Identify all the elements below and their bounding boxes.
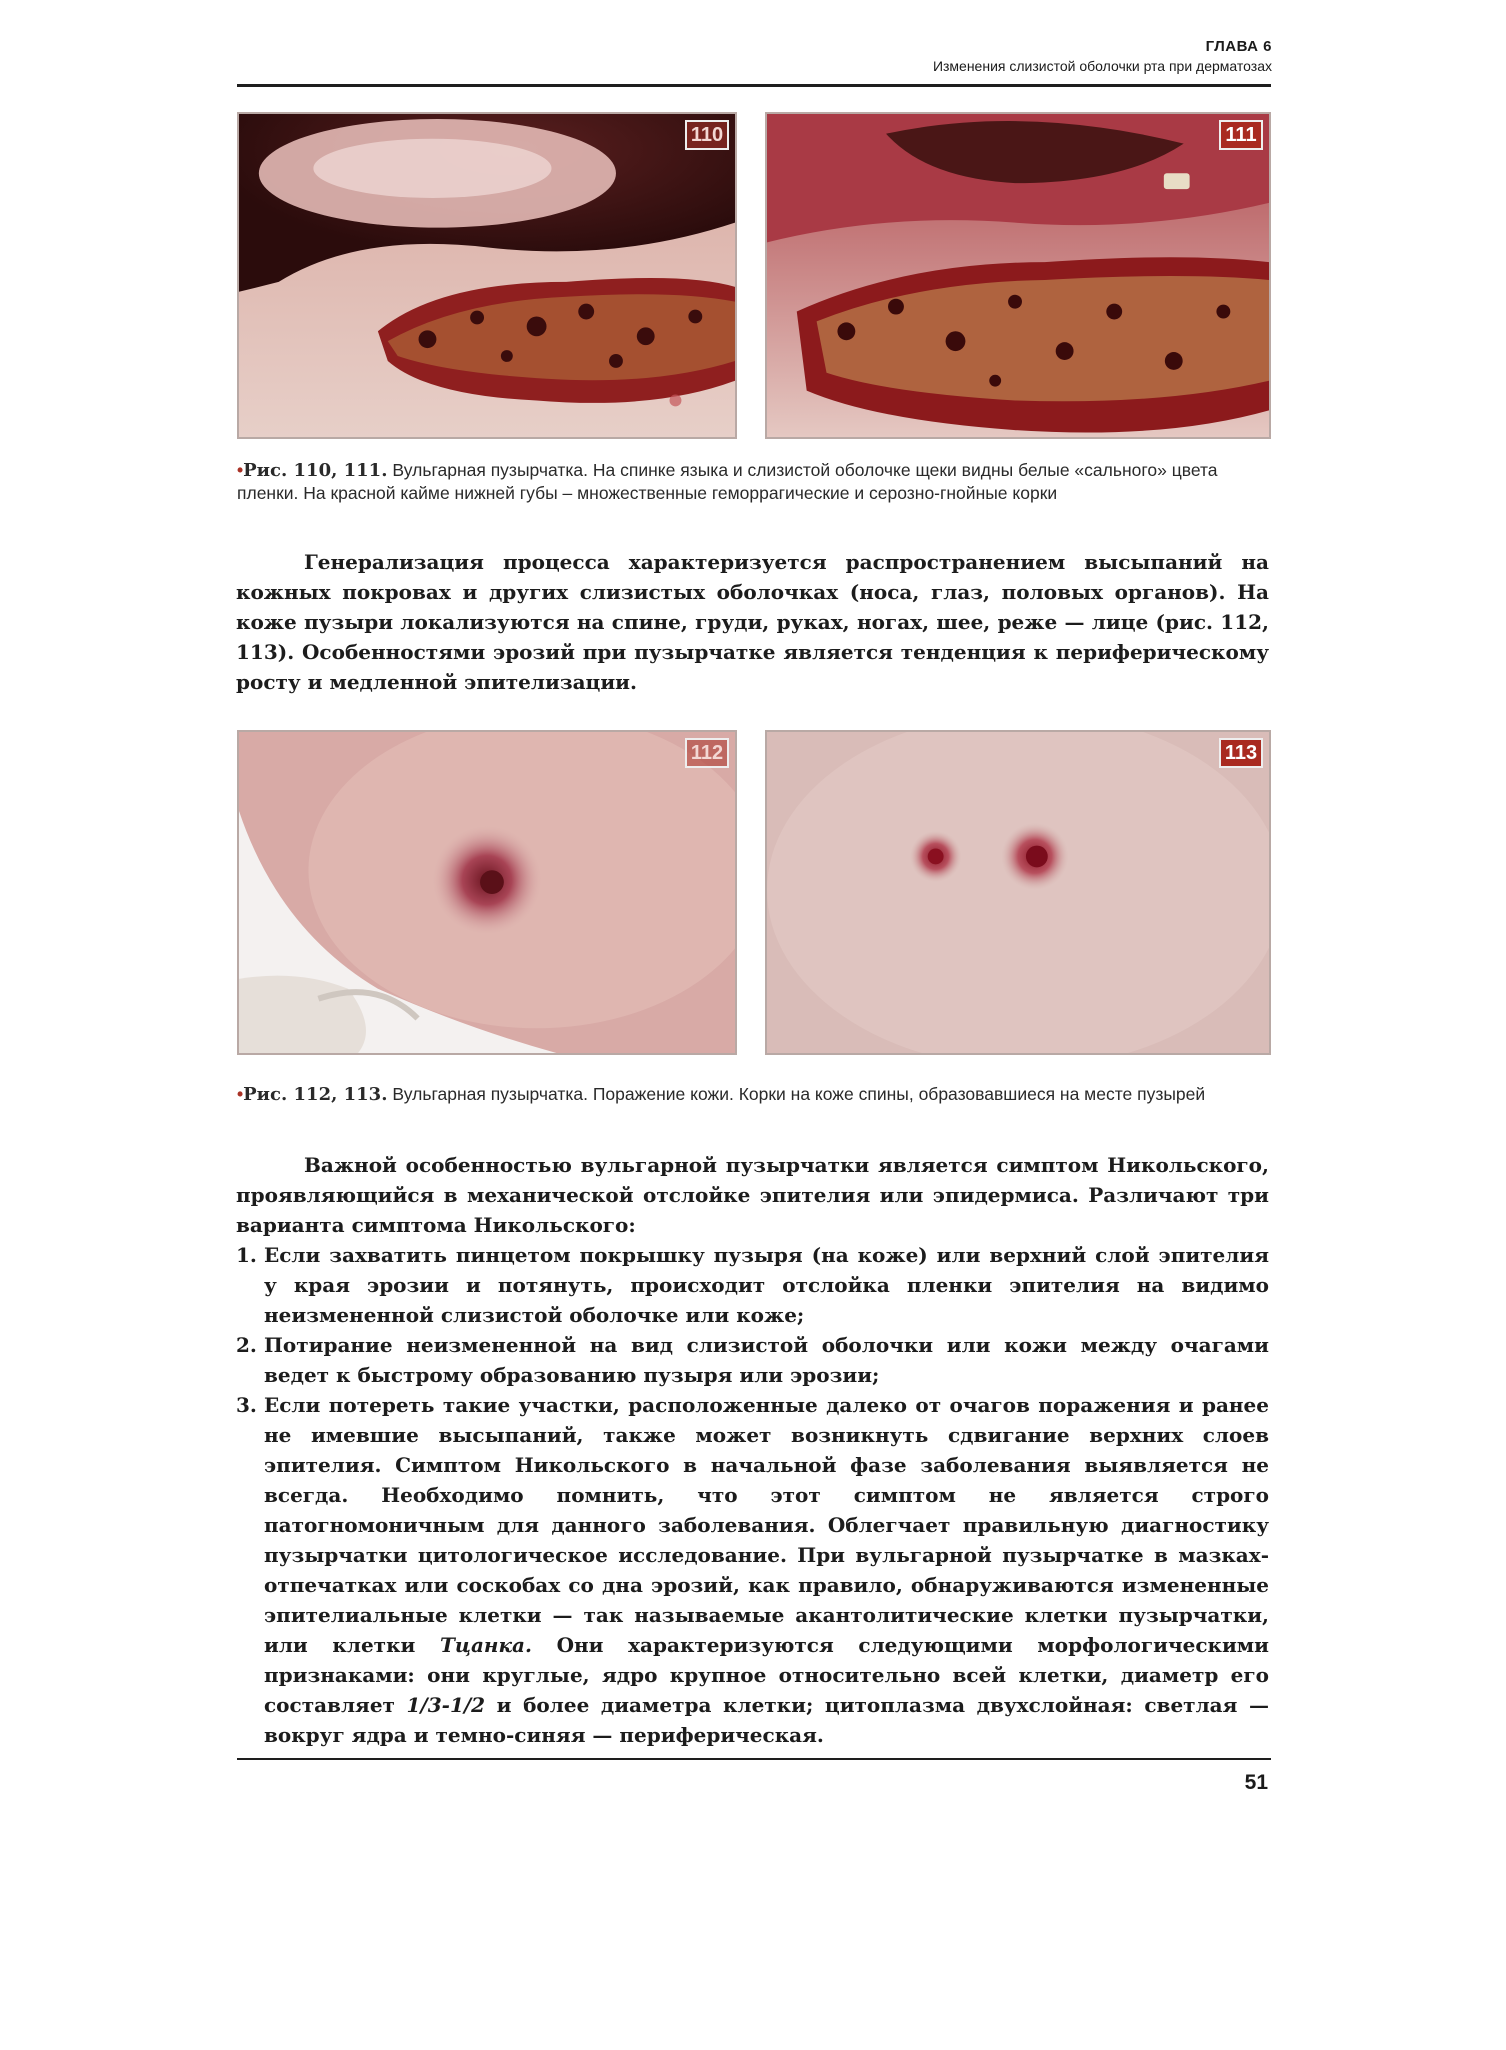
page-number: 51 (1244, 1771, 1268, 1794)
list-number: 2. (236, 1333, 257, 1357)
caption-bullet: • (237, 1084, 244, 1104)
caption-bullet: • (237, 460, 244, 480)
list-number: 3. (236, 1393, 257, 1417)
list-number: 1. (236, 1243, 257, 1267)
figure-number-badge: 112 (685, 738, 729, 768)
list-text: и более диаметра клетки; цитоплазма двухслойная: светлая — вокруг ядра и темно-синяя — периферическая. (264, 1693, 1269, 1747)
figure-caption-110-111 (237, 459, 1267, 505)
paragraph-generalization: Генерализация процесса характеризуется распространением высыпаний на кожных покровах и других слизистых оболочках (носа, глаз, половых органов). На коже пузыри локализуются на спине, груди, руках, ногах, шее, реже — лице (рис. 112, 113). Особенностями эрозий при пузырчатке является тенденция к периферическому росту и медленной эпителизации. (236, 550, 1269, 694)
header-rule (237, 84, 1271, 87)
photo-110 (237, 112, 737, 439)
figure-caption-112-113 (237, 1083, 1267, 1106)
photo-111 (765, 112, 1271, 439)
list-text: Если потереть такие участки, расположенные далеко от очагов поражения и ранее не имевшие высыпаний, также может возникнуть сдвигание верхних слоев эпителия. Симптом Никольского в начальной фазе заболевания выявляется не всегда. Необходимо помнить, что этот симптом не является строго патогномоничным для данного заболевания. Облегчает правильную диагностику пузырчатки цитологическое исследование. При вульгарной пузырчатке в мазках-отпечатках или соскобах со дна эрозий, как правило, обнаруживаются измененные эпителиальные клетки — так называемые акантолитические клетки пузырчатки, или клетки (264, 1393, 1269, 1657)
chapter-subtitle: Изменения слизистой оболочки рта при дерматозах (932, 58, 1272, 74)
list-item (236, 1390, 1269, 1750)
running-header (933, 38, 1272, 75)
paragraph-nikolsky: Важной особенностью вульгарной пузырчатки является симптом Никольского, проявляющийся в механической отслойке эпителия или эпидермиса. Различают три варианта симптома Никольского: (236, 1153, 1269, 1237)
nikolsky-variants-list (236, 1240, 1269, 1750)
skin-crust-image (239, 732, 735, 1053)
photo-113 (765, 730, 1271, 1055)
chapter-label: ГЛАВА 6 (1205, 38, 1272, 55)
footer-rule (237, 1758, 1271, 1760)
caption-text: Вульгарная пузырчатка. На спинке языка и слизистой оболочке щеки видны белые «сального» цвета пленки. На красной кайме нижней губы – множественные геморрагические и серозно-гнойные корки (237, 460, 1218, 503)
photo-112 (237, 730, 737, 1055)
figure-number-badge: 113 (1219, 738, 1263, 768)
italic-fraction: 1/3-1/2 (406, 1693, 486, 1717)
list-text: Если захватить пинцетом покрышку пузыря (на коже) или верхний слой эпителия у края эрозии и потянуть, происходит отслойка пленки эпителия на видимо неизмененной слизистой оболочке или коже; (264, 1243, 1269, 1327)
list-text: Они характеризуются следующими морфологическими признаками: они круглые, ядро крупное относительно всей клетки, диаметр его составляет (264, 1633, 1269, 1717)
italic-term: Тцанка. (440, 1633, 532, 1657)
list-item (236, 1240, 1269, 1330)
caption-label: Рис. 110, 111. (243, 460, 388, 481)
skin-lesions-image (767, 732, 1269, 1053)
caption-text: Вульгарная пузырчатка. Поражение кожи. Корки на коже спины, образовавшиеся на месте пузырей (387, 1084, 1206, 1104)
lip-crusts-image (767, 114, 1269, 437)
caption-label: Рис. 112, 113. (243, 1084, 388, 1105)
figure-number-badge: 110 (685, 120, 729, 150)
list-item (236, 1330, 1269, 1390)
lip-lesion-image (239, 114, 735, 437)
list-text: Потирание неизмененной на вид слизистой оболочки или кожи между очагами ведет к быстрому образованию пузыря или эрозии; (264, 1333, 1269, 1387)
figure-number-badge: 111 (1219, 120, 1263, 150)
